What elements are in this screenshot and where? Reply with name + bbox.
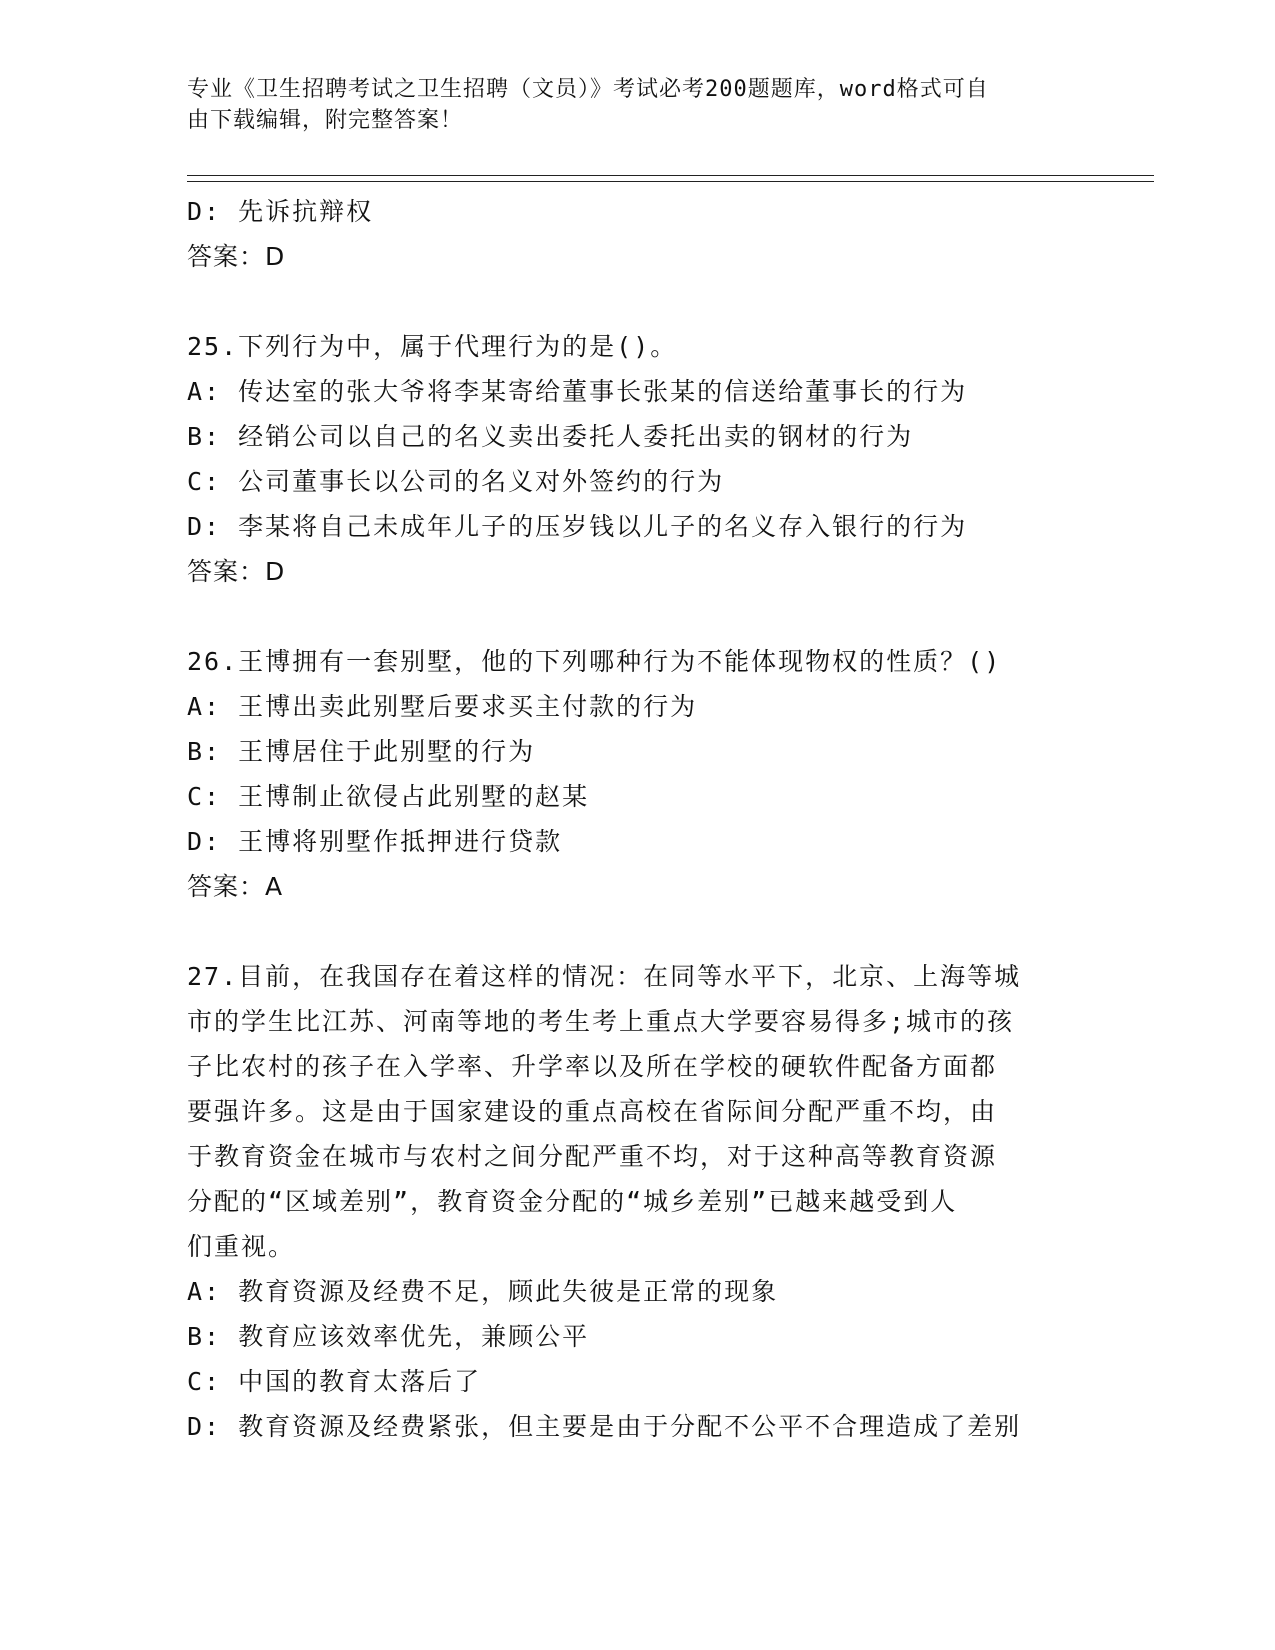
stem-line: 子比农村的孩子在入学率、升学率以及所在学校的硬软件配备方面都 (187, 1052, 998, 1081)
question-list (187, 189, 1087, 1449)
option-a: A: 王博出卖此别墅后要求买主付款的行为 (187, 692, 698, 721)
header-divider-top (187, 175, 1154, 176)
question-stem: 26.王博拥有一套别墅，他的下列哪种行为不能体现物权的性质？() (187, 647, 1002, 676)
document-header (187, 74, 1067, 136)
option-a: A: 传达室的张大爷将李某寄给董事长张某的信送给董事长的行为 (187, 377, 968, 406)
header-line-1: 专业《卫生招聘考试之卫生招聘（文员）》考试必考200题题库，word格式可自 (187, 77, 989, 102)
answer: 答案：A (187, 872, 284, 901)
prev-answer: 答案：D (187, 242, 286, 271)
stem-line: 27.目前，在我国存在着这样的情况：在同等水平下，北京、上海等城 (187, 962, 1022, 991)
spacer (187, 279, 1087, 324)
stem-line: 分配的“区域差别”，教育资金分配的“城乡差别”已越来越受到人 (187, 1187, 958, 1216)
stem-line: 市的学生比江苏、河南等地的考生考上重点大学要容易得多;城市的孩 (187, 1007, 1015, 1036)
question-stem: 25.下列行为中，属于代理行为的是()。 (187, 332, 678, 361)
stem-line: 要强许多。这是由于国家建设的重点高校在省际间分配严重不均，由 (187, 1097, 998, 1126)
option-c: C: 王博制止欲侵占此别墅的赵某 (187, 782, 590, 811)
answer: 答案：D (187, 557, 286, 586)
option-d: D: 王博将别墅作抵押进行贷款 (187, 827, 563, 856)
spacer (187, 909, 1087, 954)
stem-line: 于教育资金在城市与农村之间分配严重不均，对于这种高等教育资源 (187, 1142, 998, 1171)
prev-option-d: D: 先诉抗辩权 (187, 197, 374, 226)
spacer (187, 594, 1087, 639)
option-d: D: 教育资源及经费紧张，但主要是由于分配不公平不合理造成了差别 (187, 1412, 1022, 1441)
question-25 (187, 324, 1087, 594)
option-b: B: 王博居住于此别墅的行为 (187, 737, 536, 766)
option-d: D: 李某将自己未成年儿子的压岁钱以儿子的名义存入银行的行为 (187, 512, 968, 541)
option-b: B: 教育应该效率优先，兼顾公平 (187, 1322, 590, 1351)
option-b: B: 经销公司以自己的名义卖出委托人委托出卖的钢材的行为 (187, 422, 914, 451)
header-line-2: 由下载编辑，附完整答案！ (187, 108, 464, 133)
option-c: C: 中国的教育太落后了 (187, 1367, 482, 1396)
header-divider-bottom (187, 181, 1154, 182)
question-26 (187, 639, 1087, 909)
option-c: C: 公司董事长以公司的名义对外签约的行为 (187, 467, 725, 496)
question-stem (187, 954, 1087, 1269)
option-a: A: 教育资源及经费不足，顾此失彼是正常的现象 (187, 1277, 779, 1306)
question-27 (187, 954, 1087, 1449)
stem-line: 们重视。 (187, 1232, 296, 1261)
